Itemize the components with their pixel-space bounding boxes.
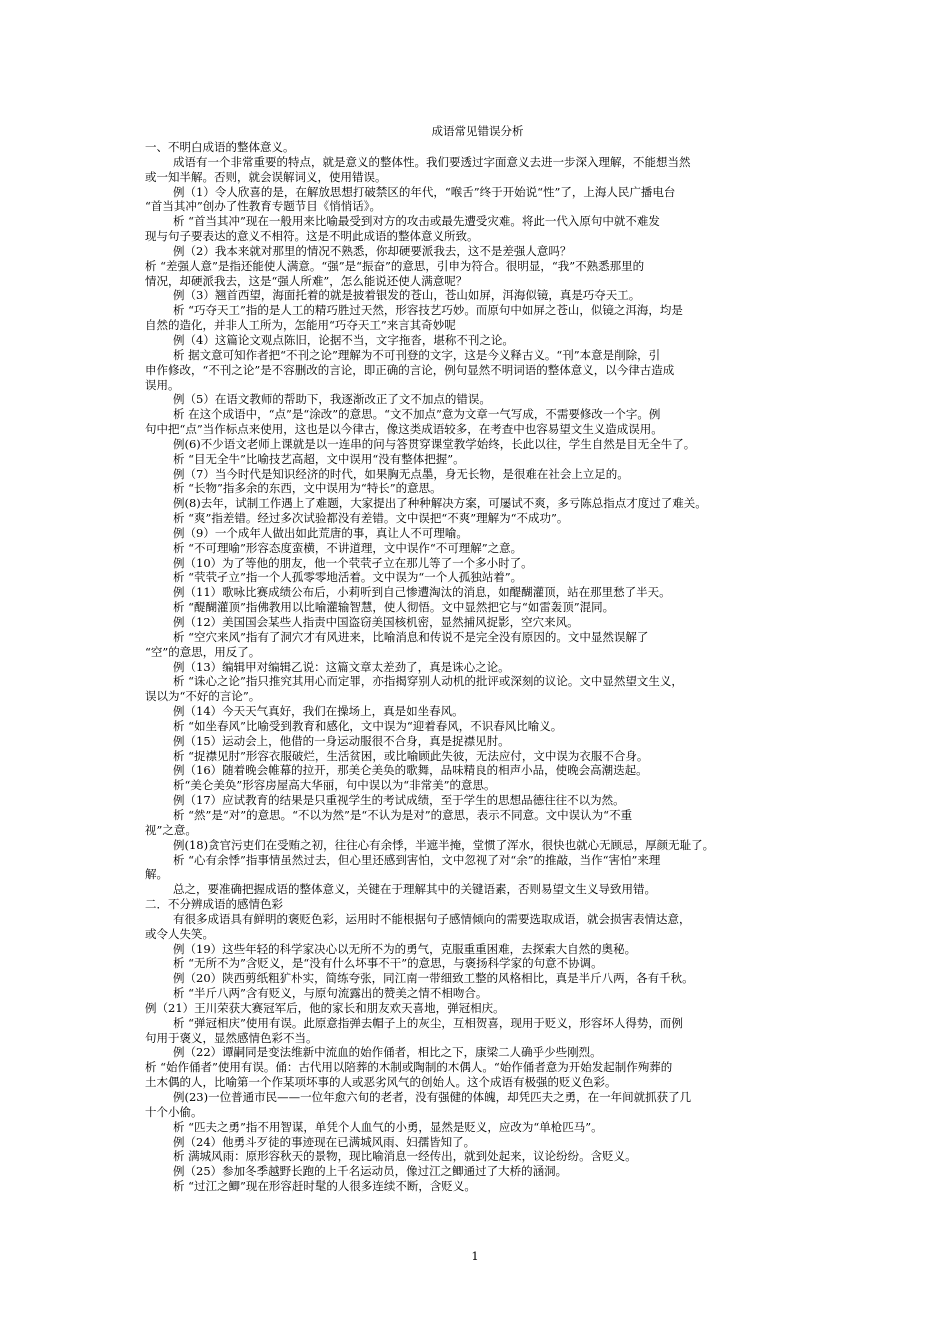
text-line: 例（15）运动会上，他借的一身运动服很不合身，真是捉襟见肘。 (173, 733, 510, 748)
text-line: 误用。 (145, 377, 180, 392)
text-line: 例（24）他勇斗歹徒的事迹现在已满城风雨、妇孺皆知了。 (173, 1134, 476, 1149)
text-line: 析 “如坐春风”比喻受到教育和感化，文中误为“迎着春风，不识春风比喻义。 (173, 718, 563, 733)
text-line: 析“美仑美奂”形容房屋高大华丽，句中误以为“非常美”的意思。 (173, 778, 496, 793)
text-line: 句中把“点”当作标点来使用，这也是以今律古，像这类成语较多，在考查中也容易望文生义造成误用。 (145, 422, 663, 437)
text-line: 误以为“不好的言论”。 (145, 689, 261, 704)
text-line: 例（25）参加冬季越野长跑的上千名运动员，像过江之鲫通过了大桥的涵洞。 (173, 1164, 568, 1179)
text-line: 例（5）在语文教师的帮助下，我逐渐改正了文不加点的错误。 (173, 392, 491, 407)
text-line: 析 “目无全牛”比喻技艺高超，文中误用“没有整体把握”。 (173, 451, 465, 466)
document-page (145, 124, 810, 1194)
text-line: 十个小偷。 (145, 1104, 203, 1119)
document-title: 成语常见错误分析 (431, 124, 524, 138)
text-line: 析 “匹夫之勇”指不用智谋，单凭个人血气的小勇，显然是贬义，应改为“单枪匹马”。 (173, 1119, 603, 1134)
text-line: 例（14）今天天气真好，我们在操场上，真是如坐春风。 (173, 704, 464, 719)
text-line: 例（7）当今时代是知识经济的时代，如果胸无点墨，身无长物，是很难在社会上立足的。 (173, 466, 629, 481)
text-line: 析 “差强人意”是指还能使人满意。“强”是“振奋”的意思，引申为符合。很明显，“我”不熟悉那里的 (145, 258, 645, 273)
text-line: 例（12）美国国会某些人指责中国盗窃美国核机密，显然捕风捉影，空穴来风。 (173, 615, 579, 629)
text-line: 例（9）一个成年人做出如此荒唐的事，真让人不可理喻。 (173, 525, 468, 540)
text-line: 析 “爽”指差错。经过多次试验都没有差错。文中误把“不爽”理解为“不成功”。 (173, 511, 569, 526)
text-line: 例（2）我本来就对那里的情况不熟悉，你却硬要派我去，这不是差强人意吗？ (173, 243, 572, 258)
text-line: 析 “不可理喻”形容态度蛮横，不讲道理，文中误作“不可理解”之意。 (173, 540, 523, 555)
text-line: 例（11）歌咏比赛成绩公布后，小莉听到自己惨遭淘汰的消息，如醍醐灌顶，站在那里愁了半天。 (173, 585, 671, 600)
text-line: 例（4）这篇论文观点陈旧，论据不当，文字拖沓，堪称不刊之论。 (173, 332, 514, 347)
text-line: 析 “无所不为”含贬义，是“没有什么坏事不干”的意思，与褒扬科学家的句意不协调。 (173, 956, 603, 971)
text-line: 析 “半斤八两”含有贬义，与原句流露出的赞美之情不相吻合。 (173, 986, 488, 1001)
page-number: 1 (471, 1249, 479, 1263)
text-line: 成语有一个非常重要的特点，就是意义的整体性。我们要透过字面意义去进一步深入理解，不能想当然 (173, 154, 691, 169)
text-line: “首当其冲”创办了性教育专题节目《悄悄话》。 (145, 199, 382, 214)
text-line: 例(8)去年，试制工作遇上了难题，大家提出了种种解决方案，可屡试不爽，多亏陈总指点才度过了难关。 (173, 496, 707, 511)
text-line: 例（17）应试教育的结果是只重视学生的考试成绩，至于学生的思想品德往往不以为然。 (173, 793, 625, 808)
text-line: 析 满城风雨：原形容秋天的景物，现比喻消息一经传出，就到处起来，议论纷纷。含贬义。 (173, 1149, 637, 1164)
text-line: 土木偶的人，比喻第一个作某项坏事的人或恶劣风气的创始人。这个成语有极强的贬义色彩。 (145, 1075, 617, 1090)
text-line: 或一知半解。否则，就会误解词义，使用错误。 (145, 169, 387, 184)
text-line: 现与句子要表达的意义不相符。这是不明此成语的整体意义所致。 (145, 229, 479, 244)
text-line: 析 “过江之鲫”现在形容赶时髦的人很多连续不断，含贬义。 (173, 1179, 476, 1194)
text-line: 例（10）为了等他的朋友，他一个茕茕孑立在那儿等了一个多小时了。 (173, 555, 533, 570)
text-line: 析 “诛心之论”指只推究其用心而定罪，亦指揭穿别人动机的批评或深刻的议论。文中显然望文生义， (173, 674, 683, 689)
text-line: 或令人失笑。 (145, 926, 214, 941)
document-body (145, 140, 810, 1194)
text-line: 视”之意。 (145, 822, 197, 837)
text-line: 析 “茕茕孑立”指一个人孤零零地活着。文中误为“一个人孤独站着”。 (173, 570, 523, 585)
text-line: 析 “捉襟见肘”形容衣服破烂，生活贫困，或比喻顾此失彼，无法应付，文中误为衣服不合身。 (173, 748, 649, 763)
text-line: 解。 (145, 867, 168, 882)
text-line: 例（16）随着晚会帷幕的拉开，那美仑美奂的歌舞，品味精良的相声小品，使晚会高潮迭起。 (173, 763, 648, 778)
text-line: 析 在这个成语中，“点”是“涂改”的意思。“文不加点”意为文章一气写成，不需要修改一个字。例 (173, 407, 661, 422)
text-line: 例（22）谭嗣同是变法维新中流血的始作俑者，相比之下，康梁二人确乎少些刚烈。 (173, 1045, 602, 1060)
text-line: 析 “弹冠相庆”使用有误。此原意指弹去帽子上的灰尘，互相贺喜，现用于贬义，形容坏人得势，而例 (173, 1015, 683, 1030)
text-line: 析 “醍醐灌顶”指佛教用以比喻灌输智慧，使人彻悟。文中显然把它与“如雷轰顶”混同。 (173, 600, 615, 615)
text-line: 情况，却硬派我去，这是“强人所难”，怎么能说还使人满意呢？ (145, 273, 468, 288)
text-line: 例（19）这些年轻的科学家决心以无所不为的勇气，克服重重困难，去探索大自然的奥秘。 (173, 941, 637, 956)
text-line: 析 “心有余悸”指事情虽然过去，但心里还感到害怕，文中忽视了对“余”的推敲，当作“害怕”来理 (173, 852, 661, 867)
text-line: 总之，要准确把握成语的整体意义，关键在于理解其中的关键语素，否则易望文生义导致用错。 (173, 882, 656, 897)
text-line: 析 据文意可知作者把“不刊之论”理解为不可刊登的文字，这是今义释古义。“刊”本意是削除，引 (173, 347, 661, 362)
text-line: 二．不分辨成语的感情色彩 (145, 897, 283, 912)
text-line: 析 “空穴来风”指有了洞穴才有风进来，比喻消息和传说不是完全没有原因的。文中显然误解了 (173, 629, 649, 644)
text-line: 析 “然”是“对”的意思。“不以为然”是“不认为是对”的意思，表示不同意。文中误认为“不重 (173, 807, 633, 822)
text-line: 例(6)不少语文老师上课就是以一连串的问与答贯穿课堂教学始终，长此以往，学生自然是目无全牛了。 (173, 436, 696, 451)
text-line: 申作修改，“不刊之论”是不容删改的言论，即正确的言论，例句显然不明词语的整体意义，以今律古造成 (145, 362, 675, 377)
text-line: 自然的造化，并非人工所为，怎能用“巧夺天工”来言其奇妙呢 (145, 318, 456, 333)
text-line: 例（3）翘首西望，海面托着的就是披着银发的苍山，苍山如屏，洱海似镜，真是巧夺天工。 (173, 288, 641, 303)
text-line: 例(18)贪官污吏们在受贿之初，往往心有余悸，半遮半掩，堂惯了浑水，很快也就心无顾忌，厚颜无耻了。 (173, 837, 715, 852)
text-line: 句用于褒义，显然感情色彩不当。 (145, 1030, 318, 1045)
text-line: 析 “始作俑者”使用有误。俑：古代用以陪葬的木制或陶制的木偶人。“始作俑者意为开始发起制作殉葬的 (145, 1060, 673, 1075)
text-line: 析 “长物”指多余的东西，文中误用为“特长”的意思。 (173, 481, 442, 496)
text-line: 有很多成语具有鲜明的褒贬色彩，运用时不能根据句子感情倾向的需要选取成语，就会损害表情达意， (173, 911, 691, 926)
text-line: 例（21）王川荣获大赛冠军后，他的家长和朋友欢天喜地，弹冠相庆。 (145, 1000, 505, 1015)
text-line: 例（13）编辑甲对编辑乙说：这篇文章太差劲了，真是诛心之论。 (173, 659, 510, 674)
text-line: 例（1）令人欣喜的是，在解放思想打破禁区的年代，“喉舌”终于开始说“性”了，上海人民广播电台 (173, 184, 676, 199)
text-line: 一、不明白成语的整体意义。 (145, 140, 295, 154)
text-line: 例(23)一位普通市民——一位年愈六旬的老者，没有强健的体魄，却凭匹夫之勇，在一年间就抓获了几 (173, 1090, 692, 1104)
text-line: “空”的意思，用反了。 (145, 644, 261, 659)
text-line: 析 “巧夺天工”指的是人工的精巧胜过天然，形容技艺巧妙。而原句中如屏之苍山，似镜之洱海，均是 (173, 303, 683, 318)
text-line: 析 “首当其冲”现在一般用来比喻最受到对方的攻击或最先遭受灾难。将此一代入原句中就不难发 (173, 214, 660, 229)
text-line: 例（20）陕西剪纸粗犷朴实，简练夸张，同江南一带细致工整的风格相比，真是半斤八两，各有千秋。 (173, 971, 694, 986)
